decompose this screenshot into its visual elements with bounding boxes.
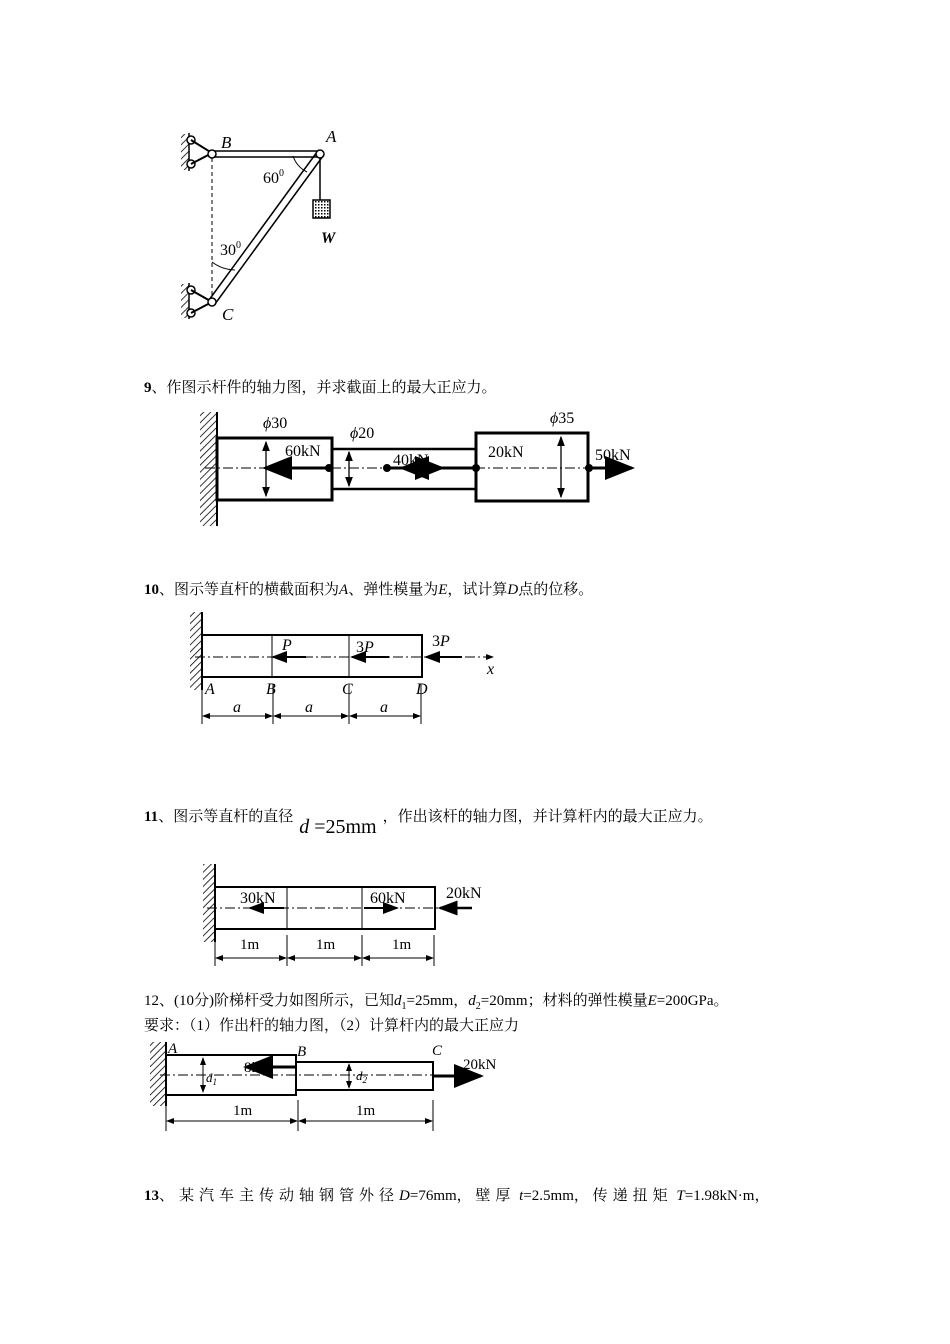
q13-val-2: =2.5mm，	[523, 1188, 589, 1204]
q10-x-axis: x	[487, 661, 495, 678]
q12-statement	[144, 989, 729, 1012]
q12-val-1: =25mm，	[406, 993, 469, 1009]
q10-text-1: 、图示等直杆的横截面积为	[159, 582, 340, 598]
q10-P: P	[282, 637, 292, 654]
q13-val-3: =1.98kN·m，	[684, 1188, 770, 1204]
q11-len1: 1m	[240, 937, 260, 953]
q12-20kN: 20kN	[463, 1057, 497, 1073]
q11-formula-d: d	[299, 816, 310, 838]
q12-val-2: =20mm；材料的弹性模量	[480, 993, 648, 1009]
q9-figure	[200, 410, 632, 526]
wall-support-bottom	[181, 283, 212, 319]
q13-text-2: 壁厚	[475, 1188, 516, 1204]
q11-statement	[144, 804, 713, 838]
label-A: A	[326, 127, 337, 146]
q10-statement	[144, 578, 593, 599]
q11-60kN: 60kN	[370, 890, 406, 907]
truss-diagram	[181, 127, 337, 324]
q12-sub-1: 1	[401, 1001, 407, 1012]
q11-text-1: 、图示等直杆的直径	[158, 809, 294, 825]
q13-text-1: 、某汽车主传动轴钢管外径	[159, 1188, 400, 1204]
label-B: B	[221, 133, 232, 152]
q10-pt-D: D	[416, 681, 428, 698]
q12-C: C	[432, 1043, 443, 1059]
phi-35: ϕ35	[550, 410, 575, 427]
q10-var-A: A	[339, 582, 349, 598]
q10-pt-B: B	[266, 681, 276, 698]
q12-var-E: E	[647, 993, 657, 1009]
angle-60: $60^0$	[263, 168, 284, 187]
q10-pt-A: A	[205, 681, 215, 698]
q10-a2: a	[305, 699, 313, 716]
force-60kN: 60kN	[285, 443, 321, 460]
q9-text: 、作图示杆件的轴力图，并求截面上的最大正应力。	[151, 380, 497, 396]
q13-statement	[144, 1184, 769, 1205]
q13-number: 13	[144, 1188, 159, 1204]
q10-text-4: 点的位移。	[518, 582, 594, 598]
q13-val-1: =76mm，	[409, 1188, 472, 1204]
q9-statement	[144, 376, 497, 397]
q10-pt-C: C	[342, 681, 353, 698]
q12-val-3: =200GPa。	[656, 993, 729, 1009]
q12-8kN: 8kN	[244, 1060, 270, 1076]
q11-formula-value: =25mm	[309, 816, 377, 838]
force-50kN: 50kN	[595, 447, 631, 464]
q12-figure	[150, 1041, 497, 1131]
force-40kN: 40kN	[393, 452, 429, 469]
q12-B: B	[297, 1044, 307, 1060]
q11-figure	[203, 864, 482, 966]
q12-requirements: 要求：（1）作出杆的轴力图，（2）计算杆内的最大正应力	[144, 1018, 520, 1034]
q13-text-3: 传递扭矩	[592, 1188, 673, 1204]
q9-number: 9	[144, 380, 152, 396]
q10-a3: a	[380, 699, 388, 716]
force-20kN: 20kN	[488, 444, 524, 461]
q12-sub-2: 2	[475, 1001, 481, 1012]
label-W: W	[321, 230, 336, 247]
q11-len2: 1m	[316, 937, 336, 953]
q10-var-E: E	[438, 582, 448, 598]
q11-len3: 1m	[392, 937, 412, 953]
q11-30kN: 30kN	[240, 890, 276, 907]
q10-a1: a	[233, 699, 241, 716]
label-C: C	[222, 305, 234, 324]
phi-20: ϕ20	[350, 425, 375, 442]
q12-var-d1: d	[394, 993, 402, 1009]
q10-text-2: 、弹性模量为	[348, 582, 439, 598]
q11-number: 11	[144, 809, 159, 825]
q11-text-2: ，作出该杆的轴力图，并计算杆内的最大正应力。	[382, 809, 713, 825]
q10-figure	[190, 612, 494, 724]
q11-20kN: 20kN	[446, 885, 482, 902]
q12-A: A	[168, 1041, 178, 1057]
q12-len1: 1m	[233, 1103, 253, 1119]
angle-30: $30^0$	[220, 240, 241, 259]
q12-d2: $d_2$	[356, 1068, 367, 1085]
q13-var-t: t	[519, 1188, 524, 1204]
q10-number: 10	[144, 582, 159, 598]
q10-3P-end: 3P	[432, 633, 450, 650]
q10-text-3: ，试计算	[447, 582, 508, 598]
q12-text-1: 12、(10分)阶梯杆受力如图所示，已知	[144, 993, 394, 1009]
q12-d1: $d_1$	[206, 1070, 217, 1087]
q11-formula	[299, 816, 376, 838]
wall-support-top	[181, 133, 212, 171]
q10-3P-inner: 3P	[356, 639, 374, 656]
q10-var-D: D	[507, 582, 519, 598]
q12-var-d2: d	[468, 993, 476, 1009]
q13-var-D: D	[399, 1188, 410, 1204]
phi-30: ϕ30	[263, 415, 288, 432]
q13-var-T: T	[676, 1188, 685, 1204]
q12-len2: 1m	[356, 1103, 376, 1119]
